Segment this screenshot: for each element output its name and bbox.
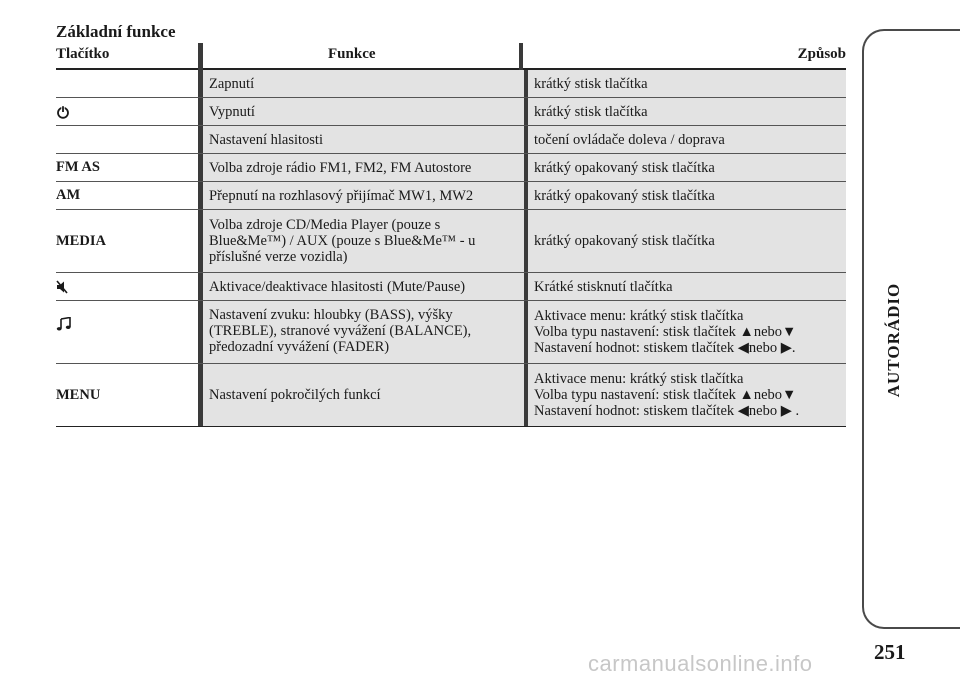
method-cell [528, 273, 846, 300]
function-cell [203, 182, 524, 209]
function-cell [203, 154, 524, 181]
method-text: Aktivace menu: krátký stisk tlačítka Volba typu nastavení: stisk tlačítek ▲nebo▼ Nastavení hodnot: stiskem tlačítek ◀nebo ▶ . [534, 371, 800, 419]
header-method: Způsob [797, 46, 846, 62]
table-row [56, 98, 846, 126]
button-cell [56, 126, 198, 153]
function-cell [203, 210, 524, 272]
method-cell [528, 98, 846, 125]
music-note-icon [56, 317, 72, 331]
function-text: Aktivace/deaktivace hlasitosti (Mute/Pause) [209, 278, 466, 295]
table-row [56, 301, 846, 364]
button-cell [56, 273, 198, 300]
function-text: Volba zdroje CD/Media Player (pouze s Blue&Me™) / AUX (pouze s Blue&Me™ - u příslušné verze vozidla) [209, 217, 476, 265]
table-row [56, 70, 846, 98]
button-label: FM AS [56, 159, 100, 175]
function-text: Přepnutí na rozhlasový přijímač MW1, MW2 [209, 187, 474, 204]
method-cell [528, 301, 846, 363]
chapter-label-text: AUTORÁDIO [884, 282, 904, 398]
table-row [56, 126, 846, 154]
function-cell [203, 301, 524, 363]
header-button: Tlačítko [56, 46, 110, 62]
method-cell [528, 364, 846, 426]
function-text: Nastavení pokročilých funkcí [209, 387, 381, 403]
function-cell [203, 126, 524, 153]
button-label: AM [56, 187, 81, 203]
method-text: krátký stisk tlačítka [534, 103, 648, 120]
function-cell [203, 273, 524, 300]
method-cell [528, 210, 846, 272]
button-label: MENU [56, 386, 101, 403]
power-icon [56, 105, 70, 119]
method-text: Krátké stisknutí tlačítka [534, 278, 673, 295]
mute-icon [56, 280, 68, 294]
button-cell [56, 301, 198, 363]
functions-table [56, 43, 846, 427]
button-cell [56, 210, 198, 272]
method-cell [528, 182, 846, 209]
table-row [56, 182, 846, 210]
function-text: Volba zdroje rádio FM1, FM2, FM Autostore [209, 159, 472, 176]
table-header [56, 43, 846, 70]
button-cell [56, 70, 198, 97]
function-cell [203, 98, 524, 125]
function-text: Nastavení hlasitosti [209, 131, 323, 148]
method-cell [528, 70, 846, 97]
method-cell [528, 154, 846, 181]
function-cell [203, 70, 524, 97]
header-function: Funkce [328, 46, 376, 62]
method-text: krátký stisk tlačítka [534, 75, 648, 92]
table-row [56, 154, 846, 182]
page-number: 251 [874, 640, 906, 664]
button-cell [56, 182, 198, 209]
method-text: krátký opakovaný stisk tlačítka [534, 159, 715, 176]
function-text: Zapnutí [209, 75, 255, 92]
button-label: MEDIA [56, 232, 106, 249]
table-row [56, 273, 846, 301]
method-cell [528, 126, 846, 153]
method-text: Aktivace menu: krátký stisk tlačítka Volba typu nastavení: stisk tlačítek ▲nebo▼ Nastavení hodnot: stiskem tlačítek ◀nebo ▶. [534, 308, 797, 356]
table-row [56, 210, 846, 273]
button-cell [56, 154, 198, 181]
function-cell [203, 364, 524, 426]
header-divider-2 [519, 43, 523, 70]
method-text: krátký opakovaný stisk tlačítka [534, 233, 715, 249]
table-row [56, 364, 846, 427]
function-text: Vypnutí [209, 103, 255, 120]
function-text: Nastavení zvuku: hloubky (BASS), výšky (TREBLE), stranové vyvážení (BALANCE), předozadní vyvážení (FADER) [209, 307, 472, 355]
button-cell [56, 364, 198, 426]
method-text: točení ovládače doleva / doprava [534, 131, 725, 148]
header-divider-1 [198, 43, 203, 70]
watermark: carmanualsonline.info [588, 651, 813, 676]
section-title: Základní funkce [56, 22, 176, 41]
method-text: krátký opakovaný stisk tlačítka [534, 187, 715, 204]
button-cell [56, 98, 198, 125]
chapter-label [874, 282, 914, 398]
